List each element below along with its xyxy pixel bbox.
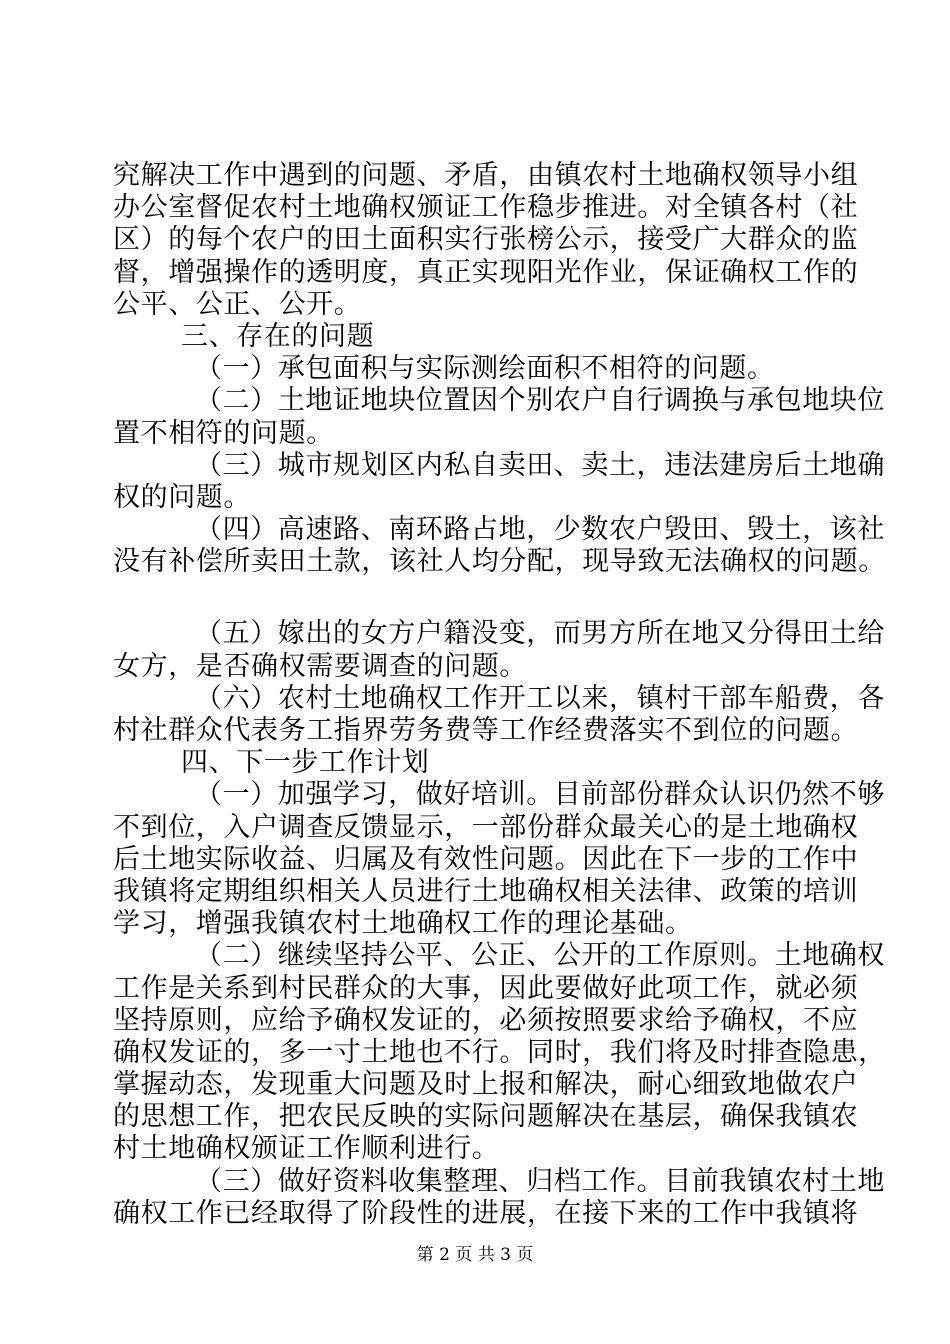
text-line: （二）继续坚持公平、公正、公开的工作原则。土地确权 [195, 940, 885, 972]
text-line: （一）承包面积与实际测绘面积不相符的问题。 [195, 353, 775, 385]
text-line: 究解决工作中遇到的问题、矛盾，由镇农村土地确权领导小组 [113, 160, 859, 191]
text-line: 确权工作已经取得了阶段性的进展，在接下来的工作中我镇将 [113, 1197, 859, 1229]
text-line: （三）城市规划区内私自卖田、卖土，违法建房后土地确 [195, 449, 885, 481]
text-line: 置不相符的问题。 [113, 417, 334, 449]
document-body [113, 160, 886, 1230]
text-line: 掌握动态，发现重大问题及时上报和解决，耐心细致地做农户 [113, 1069, 859, 1101]
text-line: 没有补偿所卖田土款，该社人均分配，现导致无法确权的问题。 [113, 546, 886, 578]
section-heading: 三、存在的问题 [181, 320, 375, 352]
text-line: 不到位，入户调查反馈显示，一部份群众最关心的是土地确权 [113, 811, 859, 843]
page-number-footer: 第 2 页 共 3 页 [416, 1245, 534, 1265]
text-line: 办公室督促农村土地确权颁证工作稳步推进。对全镇各村（社 [113, 192, 859, 224]
text-line: （四）高速路、南环路占地，少数农户毁田、毁土，该社 [195, 514, 885, 546]
text-line: 村社群众代表务工指界劳务费等工作经费落实不到位的问题。 [113, 715, 859, 746]
paragraph-gap [113, 578, 843, 618]
text-line: 公平、公正、公开。 [113, 288, 362, 320]
text-line: 确权发证的，多一寸土地也不行。同时，我们将及时排查隐患， [113, 1036, 886, 1068]
text-line: 女方，是否确权需要调查的问题。 [113, 650, 527, 682]
text-line: 学习，增强我镇农村土地确权工作的理论基础。 [113, 908, 693, 940]
text-line: （二）土地证地块位置因个别农户自行调换与承包地块位 [195, 385, 885, 417]
text-line: 我镇将定期组织相关人员进行土地确权相关法律、政策的培训 [113, 875, 859, 907]
text-line: （一）加强学习，做好培训。目前部份群众认识仍然不够 [195, 779, 885, 811]
section-heading: 四、下一步工作计划 [181, 747, 430, 779]
text-line: 工作是关系到村民群众的大事，因此要做好此项工作，就必须 [113, 972, 859, 1004]
text-line: 村土地确权颁证工作顺利进行。 [113, 1133, 500, 1165]
text-line: 坚持原则，应给予确权发证的，必须按照要求给予确权，不应 [113, 1004, 859, 1036]
text-line: 后土地实际收益、归属及有效性问题。因此在下一步的工作中 [113, 843, 859, 875]
text-line: （六）农村土地确权工作开工以来，镇村干部车船费，各 [195, 682, 885, 714]
text-line: 权的问题。 [113, 481, 251, 513]
text-line: 的思想工作，把农民反映的实际问题解决在基层，确保我镇农 [113, 1101, 859, 1133]
text-line: （五）嫁出的女方户籍没变，而男方所在地又分得田土给 [195, 618, 885, 650]
text-line: 区）的每个农户的田土面积实行张榜公示，接受广大群众的监 [113, 224, 859, 256]
text-line: 督，增强操作的透明度，真正实现阳光作业，保证确权工作的 [113, 256, 859, 288]
text-line: （三）做好资料收集整理、归档工作。目前我镇农村土地 [195, 1165, 885, 1197]
